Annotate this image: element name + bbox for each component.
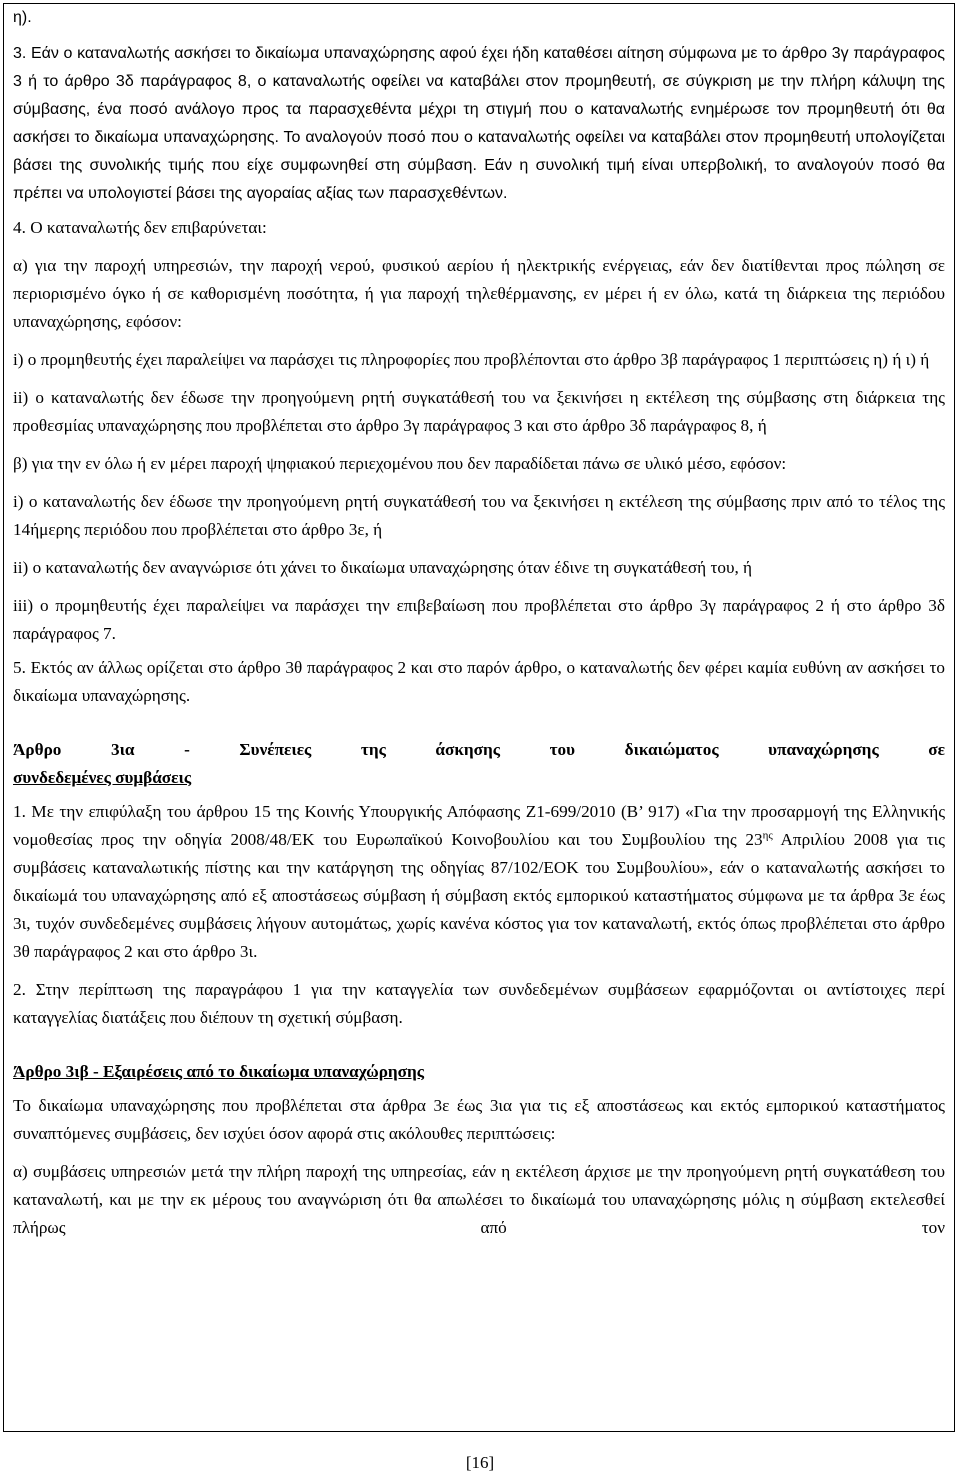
- paragraph-4-item-a-ii: ii) ο καταναλωτής δεν έδωσε την προηγούμενη ρητή συγκατάθεσή του να ξεκινήσει η εκτέλεση της σύμβασης στη διάρκεια της προθεσμίας υπαναχώρησης που προβλέπεται στο άρθρο 3γ παράγραφος 3 και στο άρθρο 3δ παράγραφος 8, ή: [13, 388, 945, 435]
- paragraph-4-item-a: α) για την παροχή υπηρεσιών, την παροχή νερού, φυσικού αερίου ή ηλεκτρικής ενέργειας, εάν δεν διατίθενται προς πώληση σε περιορισμένο όγκο ή σε καθορισμένη ποσότητα, ή για παροχή τηλεθέρμανσης, εν μέρει ή εν όλω, κατά τη διάρκεια της περιόδου υπαναχώρησης, εφόσον:: [13, 256, 945, 331]
- article-3ia-p1-text: Με την επιφύλαξη του άρθρου 15 της Κοινής Υπουργικής Απόφασης Ζ1-699/2010 (Β’ 917) «Για την προσαρμογή της Ελληνικής νομοθεσίας προς την οδηγία 2008/48/ΕΚ του Ευρωπαϊκού Κοινοβουλίου και του Συμβουλίου της 23: [13, 802, 945, 849]
- article-3ib-intro: Το δικαίωμα υπαναχώρησης που προβλέπεται στα άρθρα 3ε έως 3ια για τις εξ αποστάσεως και εκτός εμπορικού καταστήματος συναπτόμενες συμβάσεις, δεν ισχύει όσον αφορά στις ακόλουθες περιπτώσεις:: [13, 1096, 945, 1143]
- paragraph-4-number: 4.: [13, 218, 26, 237]
- article-3ia-heading-line2: [13, 764, 945, 792]
- document-body: [13, 4, 945, 1242]
- lead-fragment: η).: [13, 9, 32, 26]
- article-3ia-paragraph-2: [13, 976, 945, 1032]
- paragraph-5-number: 5.: [13, 658, 26, 677]
- article-3ib-item-a: α) συμβάσεις υπηρεσιών μετά την πλήρη παροχή της υπηρεσίας, εάν η εκτέλεση άρχισε με την προηγούμενη ρητή συγκατάθεση του καταναλωτή, και με την εκ μέρους του αναγνώριση ότι θα απωλέσει το δικαίωμά του υπαναχώρησης μόλις η σύμβαση εκτελεσθεί πλήρως από τον: [13, 1162, 945, 1237]
- article-3ia-heading-line1: Άρθρο 3ια - Συνέπειες της άσκησης του δικαιώματος υπαναχώρησης σε: [13, 740, 945, 759]
- article-3ia-p2-text: Στην περίπτωση της παραγράφου 1 για την καταγγελία των συνδεδεμένων συμβάσεων εφαρμόζονται οι αντίστοιχες περί καταγγελίας διατάξεις που διέπουν τη σχετική σύμβαση.: [13, 980, 946, 1027]
- paragraph-4-item-b-ii: ii) ο καταναλωτής δεν αναγνώρισε ότι χάνει το δικαίωμα υπαναχώρησης όταν έδινε τη συγκατάθεσή του, ή: [13, 558, 753, 577]
- paragraph-5: [13, 654, 945, 710]
- article-3ib-heading: [13, 1058, 945, 1086]
- paragraph-4-item-b-iii: iii) ο προμηθευτής έχει παραλείψει να παράσχει την επιβεβαίωση που προβλέπεται στο άρθρο 3γ παράγραφος 2 ή στο άρθρο 3δ παράγραφος 7.: [13, 596, 945, 643]
- article-3ia-p1-text-cont: Απριλίου 2008 για τις συμβάσεις καταναλωτικής πίστης και την κατάργηση της οδηγίας 87/102/ΕΟΚ του Συμβουλίου», εάν ο καταναλωτής ασκήσει το δικαίωμά του υπαναχώρησης από εξ αποστάσεως σύμβαση ή σύμβαση εκτός εμπορικού καταστήματος σύμφωνα με τα άρθρα 3ε έως 3ι, τυχόν συνδεδεμένες συμβάσεις λήγουν αυτομάτως, χωρίς κανένα κόστος για τον καταναλωτή, εκτός όπως προβλέπεται στο άρθρο 3θ παράγραφος 2 και στο άρθρο 3ι.: [13, 830, 945, 961]
- ordinal-superscript: ης: [762, 829, 773, 842]
- paragraph-3-text-a: Εάν ο καταναλωτής ασκήσει το δικαίωμα υπαναχώρησης αφού έχει ήδη καταθέσει αίτηση σύμφωνα με το άρθρο 3γ παράγραφος 3 ή το άρθρο 3δ παράγραφος 8, ο καταναλωτής οφείλει να καταβάλει στον προμηθευτή, σε σύγκριση με την πλήρη κάλυψη της σύμβασης, ένα ποσό ανάλογο προς τα παρασχεθέντα μέχρι τη στιγμή που ο καταναλωτής ενημέρωσε τον προμηθευτή ότι θα ασκήσει το δικαίωμα υπαναχώρησης. Το αναλογούν ποσό που ο καταναλωτής οφείλει να καταβάλει στον προμηθευτή υπολογίζεται βάσει της συνολικής τιμής που είχε συμφωνηθεί στη σύμβαση.: [13, 45, 945, 174]
- article-3ia-paragraph-1: [13, 798, 945, 966]
- article-3ib-heading-text: Άρθρο 3ιβ - Εξαιρέσεις από το δικαίωμα υπαναχώρησης: [13, 1062, 425, 1081]
- paragraph-3-number: 3.: [13, 45, 27, 62]
- paragraph-4-item-b-i: i) ο καταναλωτής δεν έδωσε την προηγούμενη ρητή συγκατάθεσή του να ξεκινήσει η εκτέλεση της σύμβασης πριν από το τέλος της 14ήμερης περιόδου που προβλέπεται στο άρθρο 3ε, ή: [13, 492, 945, 539]
- article-3ia-p1-number: 1.: [13, 802, 26, 821]
- page-number: [16]: [465, 1453, 495, 1472]
- article-3ia-heading-line2-text: συνδεδεμένες συμβάσεις: [13, 768, 192, 787]
- paragraph-4-intro-text: Ο καταναλωτής δεν επιβαρύνεται:: [30, 218, 267, 237]
- paragraph-3-text-b: Εάν η συνολική τιμή είναι υπερβολική, το αναλογούν ποσό θα πρέπει να υπολογιστεί βάσει της αγοραίας αξίας των παρασχεθέντων.: [13, 157, 945, 202]
- paragraph-4-intro: [13, 214, 945, 242]
- article-3ia-p2-number: 2.: [13, 980, 26, 999]
- paragraph-4-item-a-i: i) ο προμηθευτής έχει παραλείψει να παράσχει τις πληροφορίες που προβλέπονται στο άρθρο 3β παράγραφος 1 περιπτώσεις η) ή ι) ή: [13, 350, 930, 369]
- paragraph-5-text: Εκτός αν άλλως ορίζεται στο άρθρο 3θ παράγραφος 2 και στο παρόν άρθρο, ο καταναλωτής δεν φέρει καμία ευθύνη αν ασκήσει το δικαίωμα υπαναχώρησης.: [13, 658, 946, 705]
- paragraph-3: [13, 40, 945, 208]
- paragraph-4-item-b: β) για την εν όλω ή εν μέρει παροχή ψηφιακού περιεχομένου που δεν παραδίδεται πάνω σε υλικό μέσο, εφόσον:: [13, 454, 787, 473]
